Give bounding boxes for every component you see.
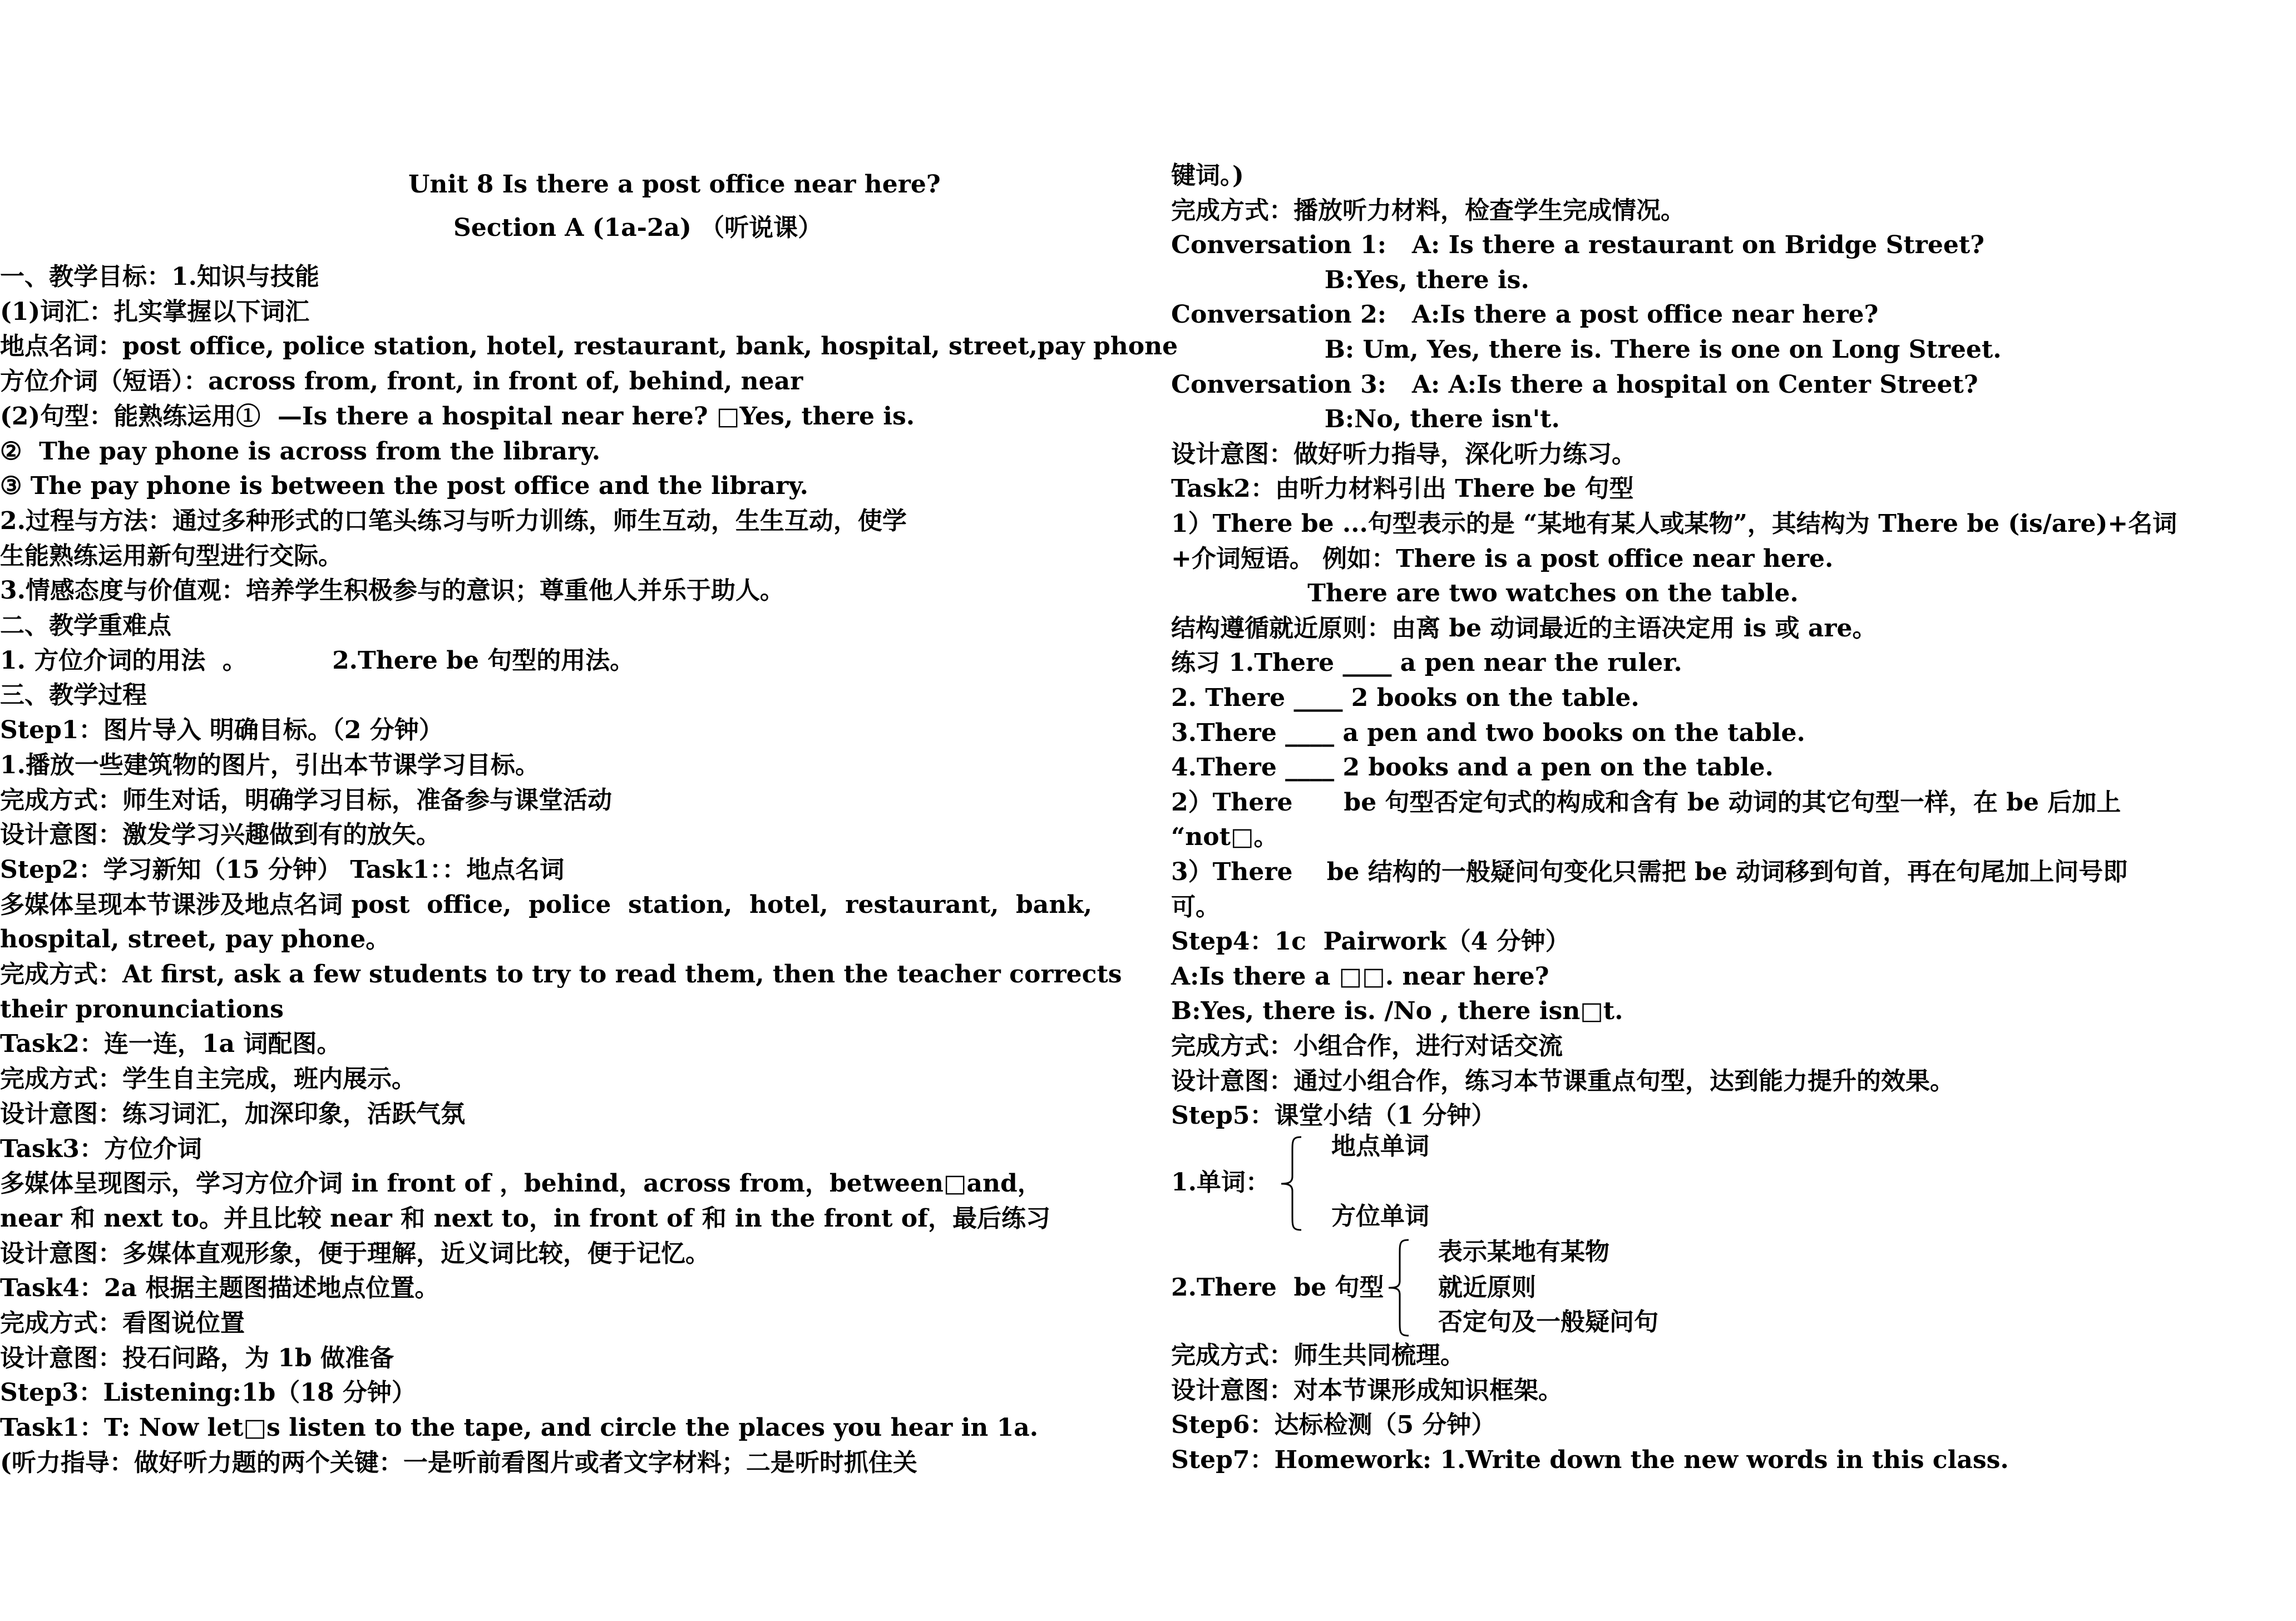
left-line-15: 1.播放一些建筑物的图片，引出本节课学习目标。 (0, 750, 540, 779)
right-line-22: 可。 (1171, 892, 1220, 921)
right-line-17: 3.There ____ a pen and two books on the table. (1171, 718, 1805, 747)
left-line-9: 生能熟练运用新句型进行交际。 (0, 541, 343, 570)
left-line-32: 设计意图：投石问路，为 1b 做准备 (0, 1343, 394, 1372)
left-line-26: Task3：方位介词 (0, 1134, 202, 1163)
left-line-30: Task4：2a 根据主题图描述地点位置。 (0, 1274, 440, 1303)
right-line-26: 完成方式：小组合作，进行对话交流 (1171, 1032, 1563, 1060)
right-line-7: Conversation 3: A: A:Is there a hospital on Center Street? (1171, 370, 1978, 399)
page-title: Unit 8 Is there a post office near here? (408, 170, 941, 199)
left-line-18: Step2：学习新知（15 分钟） Task1：：地点名词 (0, 855, 565, 884)
left-line-24: 完成方式：学生自主完成，班内展示。 (0, 1065, 416, 1094)
left-line-20: hospital, street, pay phone。 (0, 925, 391, 954)
left-line-33: Step3：Listening:1b（18 分钟） (0, 1378, 416, 1407)
page-subtitle: Section A (1a-2a) （听说课） (453, 214, 823, 242)
right-line-2: 完成方式：播放听力材料，检查学生完成情况。 (1171, 196, 1685, 225)
left-line-22: their pronunciations (0, 995, 284, 1024)
right-line-12: +介词短语。 例如：There is a post office near here. (1171, 544, 1834, 573)
left-line-23: Task2：连一连，1a 词配图。 (0, 1030, 342, 1059)
left-line-3: 地点名词：post office, police station, hotel, restaurant, bank, hospital, street,pay phone (0, 332, 1178, 361)
left-line-31: 完成方式：看图说位置 (0, 1309, 245, 1337)
summary-there-be-label: 2.There be 句型 (1171, 1273, 1384, 1302)
left-line-5: (2)句型：能熟练运用① —Is there a hospital near here? □Yes, there is. (0, 402, 915, 431)
left-line-29: 设计意图：多媒体直观形象，便于理解，近义词比较，便于记忆。 (0, 1239, 710, 1268)
right-line-19: 2）There be 句型否定句式的构成和含有 be 动词的其它句型一样，在 be 后加上 (1171, 788, 2121, 817)
summary-branch-meaning: 表示某地有某物 (1438, 1238, 1609, 1266)
summary-branch-place-words: 地点单词 (1331, 1132, 1429, 1160)
right-tail-line-4: Step7：Homework: 1.Write down the new words in this class. (1171, 1446, 2009, 1475)
left-line-10: 3.情感态度与价值观：培养学生积极参与的意识；尊重他人并乐于助人。 (0, 576, 784, 605)
right-line-15: 练习 1.There ____ a pen near the ruler. (1171, 649, 1682, 678)
left-line-2: (1)词汇：扎实掌握以下词汇 (0, 297, 310, 326)
left-line-35: (听力指导：做好听力题的两个关键：一是听前看图片或者文字材料；二是听时抓住关 (0, 1448, 917, 1477)
right-line-18: 4.There ____ 2 books and a pen on the table. (1171, 753, 1774, 782)
right-line-8: B:No, there isn't. (1171, 405, 1560, 434)
summary-words-label: 1.单词： (1171, 1168, 1270, 1197)
summary-branch-direction-words: 方位单词 (1331, 1202, 1429, 1230)
right-tail-line-3: Step6：达标检测（5 分钟） (1171, 1411, 1496, 1440)
right-line-10: Task2：由听力材料引出 There be 句型 (1171, 475, 1634, 503)
left-line-11: 二、教学重难点 (0, 611, 171, 640)
right-line-14: 结构遵循就近原则：由离 be 动词最近的主语决定用 is 或 are。 (1171, 614, 1877, 643)
left-line-8: 2.过程与方法：通过多种形式的口笔头练习与听力训练，师生互动，生生互动，使学 (0, 506, 907, 535)
right-line-3: Conversation 1: A: Is there a restaurant on Bridge Street? (1171, 231, 1984, 260)
summary-there-be-brace (1384, 1238, 1412, 1338)
left-line-28: near 和 next to。并且比较 near 和 next to，in front of 和 in the front of，最后练习 (0, 1204, 1051, 1233)
right-line-11: 1）There be ...句型表示的是 “某地有某人或某物”，其结构为 There be (is/are)+名词 (1171, 510, 2178, 538)
left-line-14: Step1：图片导入 明确目标。（2 分钟） (0, 716, 443, 745)
right-line-21: 3）There be 结构的一般疑问句变化只需把 be 动词移到句首，再在句尾加上问号即 (1171, 858, 2128, 886)
left-line-34: Task1：T: Now let□s listen to the tape, and circle the places you hear in 1a. (0, 1414, 1039, 1442)
right-tail-line-1: 完成方式：师生共同梳理。 (1171, 1341, 1465, 1370)
left-line-21: 完成方式：At first, ask a few students to try to read them, then the teacher corrects (0, 960, 1122, 989)
right-line-28: Step5：课堂小结（1 分钟） (1171, 1101, 1496, 1130)
summary-words-brace (1277, 1135, 1305, 1232)
summary-branch-negative-question: 否定句及一般疑问句 (1438, 1308, 1658, 1336)
right-line-9: 设计意图：做好听力指导，深化听力练习。 (1171, 439, 1636, 468)
left-line-13: 三、教学过程 (0, 681, 147, 710)
left-line-6: ② The pay phone is across from the library. (0, 437, 601, 466)
left-line-19: 多媒体呈现本节课涉及地点名词 post office, police station, hotel, restaurant, bank, (0, 890, 1093, 919)
right-line-25: B:Yes, there is. /No , there isn□t. (1171, 997, 1623, 1026)
left-line-25: 设计意图：练习词汇，加深印象，活跃气氛 (0, 1099, 465, 1128)
right-line-1: 键词。) (1171, 161, 1244, 190)
left-line-12: 1. 方位介词的用法 。 2.There be 句型的用法。 (0, 646, 635, 675)
right-line-23: Step4：1c Pairwork（4 分钟） (1171, 927, 1570, 956)
left-line-16: 完成方式：师生对话，明确学习目标，准备参与课堂活动 (0, 785, 612, 814)
right-line-24: A:Is there a □□. near here? (1171, 962, 1549, 991)
left-line-4: 方位介词（短语）：across from, front, in front of, behind, near (0, 367, 803, 396)
left-line-27: 多媒体呈现图示，学习方位介词 in front of ，behind，across from，between□and， (0, 1169, 1042, 1198)
summary-branch-proximity: 就近原则 (1438, 1273, 1536, 1302)
right-line-5: Conversation 2: A:Is there a post office near here? (1171, 300, 1879, 329)
left-line-1: 一、教学目标：1.知识与技能 (0, 263, 319, 291)
right-line-6: B: Um, Yes, there is. There is one on Long Street. (1171, 335, 2002, 364)
right-line-13: There are two watches on the table. (1171, 579, 1799, 608)
left-line-7: ③ The pay phone is between the post office and the library. (0, 472, 808, 501)
left-line-17: 设计意图：激发学习兴趣做到有的放矢。 (0, 821, 441, 849)
right-line-16: 2. There ____ 2 books on the table. (1171, 684, 1640, 712)
right-line-4: B:Yes, there is. (1171, 265, 1529, 294)
right-line-27: 设计意图：通过小组合作，练习本节课重点句型，达到能力提升的效果。 (1171, 1066, 1954, 1095)
right-tail-line-2: 设计意图：对本节课形成知识框架。 (1171, 1376, 1563, 1405)
right-line-20: “not□。 (1171, 823, 1278, 852)
